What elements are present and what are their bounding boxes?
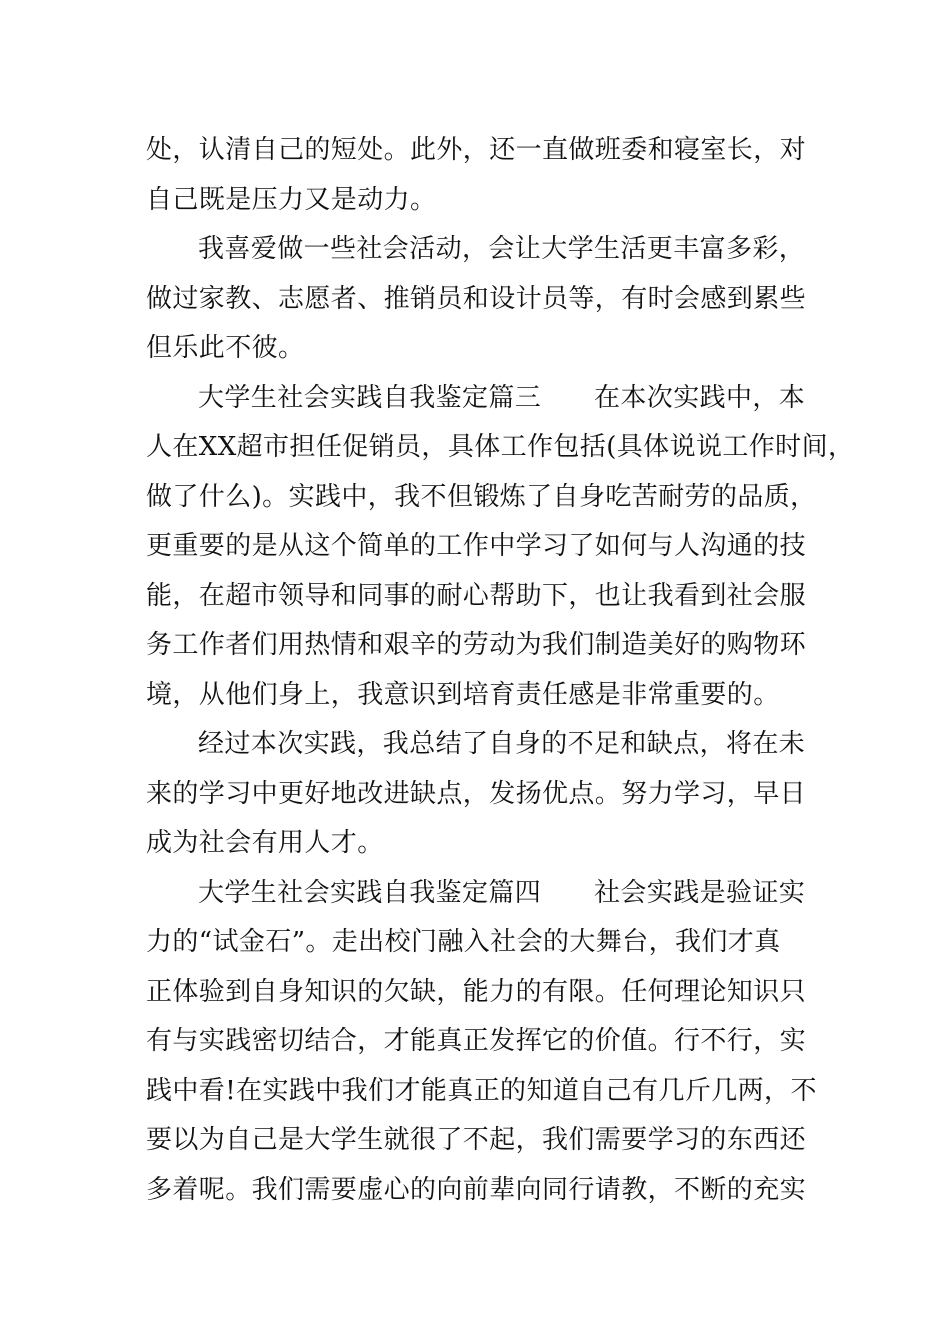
paragraph-start-line: 经过本次实践，我总结了自身的不足和缺点，将在未 bbox=[198, 729, 806, 759]
text-line: 做过家教、志愿者、推销员和设计员等，有时会感到累些 bbox=[146, 283, 807, 314]
text-line: 有与实践密切结合，才能真正发挥它的价值。行不行，实 bbox=[146, 1026, 807, 1056]
text-line: 境，从他们身上，我意识到培育责任感是非常重要的。 bbox=[146, 679, 780, 710]
text-line: 要以为自己是大学生就很了不起，我们需要学习的东西还 bbox=[146, 1125, 807, 1155]
text-line: 务工作者们用热情和艰辛的劳动为我们制造美好的购物环 bbox=[146, 630, 807, 660]
text-line: 践中看!在实践中我们才能真正的知道自己有几斤几两，不 bbox=[146, 1075, 817, 1106]
text-line: 成为社会有用人才。 bbox=[146, 828, 384, 858]
text-line: 做了什么)。实践中，我不但锻炼了自身吃苦耐劳的品质， bbox=[146, 481, 817, 512]
section-heading-line: 大学生社会实践自我鉴定篇四 社会实践是验证实 bbox=[198, 877, 806, 908]
text-line: 更重要的是从这个简单的工作中学习了如何与人沟通的技 bbox=[146, 531, 807, 561]
text-line: 人在XX超市担任促销员，具体工作包括(具体说说工作时间， bbox=[146, 432, 855, 462]
text-line: 多着呢。我们需要虚心的向前辈向同行请教，不断的充实 bbox=[146, 1174, 807, 1205]
section-heading-line: 大学生社会实践自我鉴定篇三 在本次实践中，本 bbox=[198, 382, 806, 413]
text-line: 来的学习中更好地改进缺点，发扬优点。努力学习，早日 bbox=[146, 778, 807, 809]
text-line: 处，认清自己的短处。此外，还一直做班委和寝室长，对 bbox=[146, 135, 807, 165]
text-line: 力的“试金石”。走出校门融入社会的大舞台，我们才真 bbox=[146, 927, 781, 957]
text-line: 但乐此不彼。 bbox=[146, 333, 305, 363]
text-line: 正体验到自身知识的欠缺，能力的有限。任何理论知识只 bbox=[146, 976, 807, 1007]
text-line: 能，在超市领导和同事的耐心帮助下，也让我看到社会服 bbox=[146, 580, 807, 611]
text-line: 自己既是压力又是动力。 bbox=[146, 184, 437, 215]
paragraph-start-line: 我喜爱做一些社会活动，会让大学生活更丰富多彩， bbox=[198, 234, 806, 264]
document-body bbox=[146, 126, 855, 1215]
